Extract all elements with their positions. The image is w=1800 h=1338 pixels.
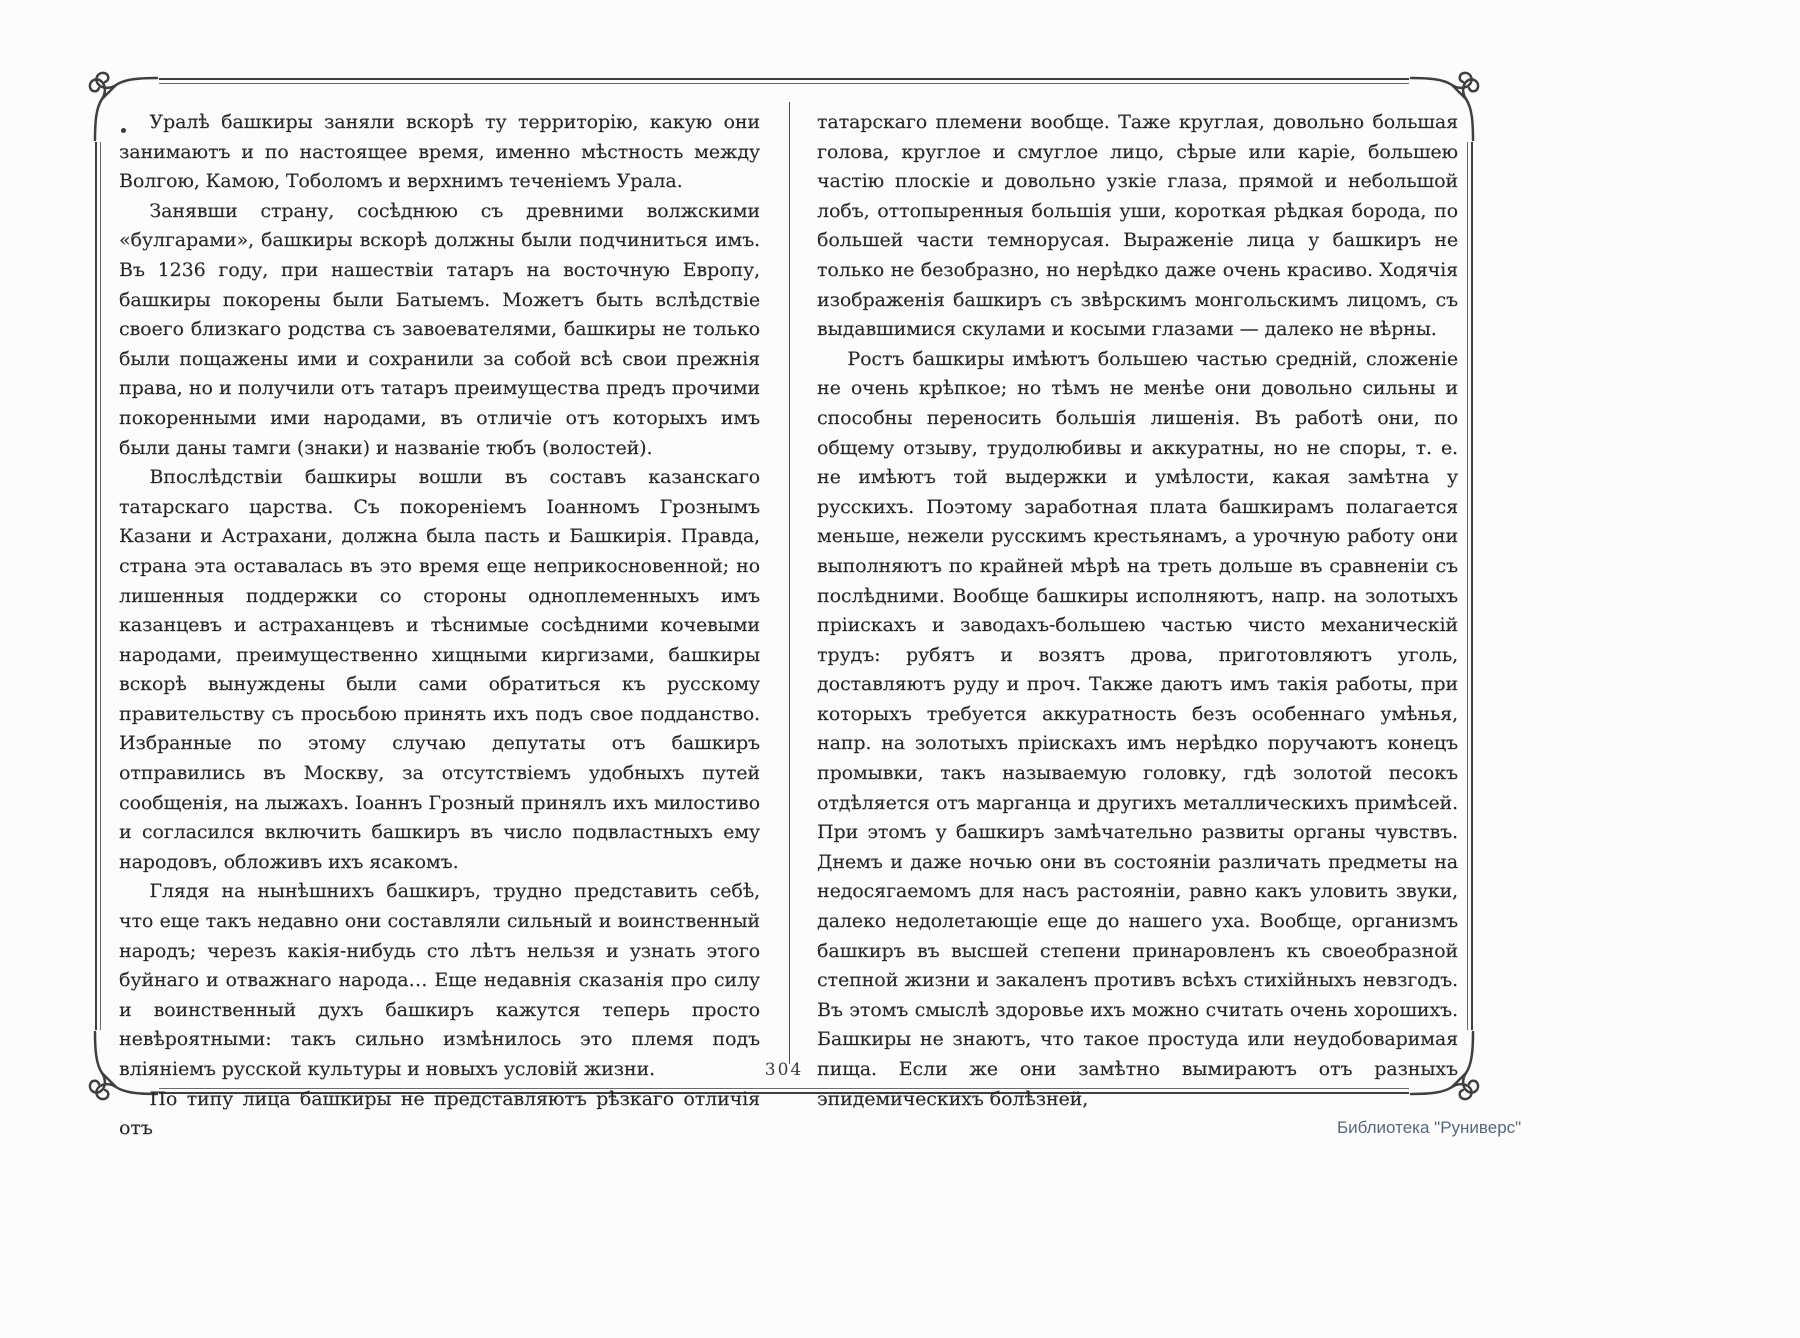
paragraph: Занявши страну, сосѣднюю съ древними волжскими «булгарами», башкиры вскорѣ должны были подчиниться имъ. Въ 1236 году, при нашествіи татаръ на восточную Европу, башкиры покорены были Батыемъ. Можетъ быть вслѣдствіе своего близкаго родства съ завоевателями, башкиры не только были пощажены ими и сохранили за собой всѣ свои прежнія права, но и получили отъ татаръ преимущества предъ прочими покоренными ими народами, въ отличіе отъ которыхъ имъ были даны тамги (знаки) и названіе тюбъ (волостей). [119,199,760,459]
paragraph: По типу лица башкиры не представляютъ рѣзкаго отличія отъ [119,1087,760,1140]
left-column [119,108,760,1144]
watermark: Библиотека "Руниверс" [1337,1118,1522,1137]
paragraph: Глядя на нынѣшнихъ башкиръ, трудно представить себѣ, что еще такъ недавно они составляли сильный и воинственный народъ; черезъ какія-нибудь сто лѣтъ нельзя и узнать этого буйнаго и отважнаго народа… Еще недавнія сказанія про силу и воинственный духъ башкиръ кажутся теперь просто невѣроятными: такъ сильно измѣнилось это племя подъ вліяніемъ русской культуры и новыхъ условій жизни. [119,880,760,1080]
column-divider [789,102,790,1064]
paragraph: Впослѣдствіи башкиры вошли въ составъ казанскаго татарскаго царства. Съ покореніемъ Іоанномъ Грознымъ Казани и Астрахани, должна была пасть и Башкирія. Правда, страна эта оставалась въ это время еще неприкосновенной; но лишенныя поддержки со стороны одноплеменныхъ имъ казанцевъ и астраханцевъ и тѣснимые сосѣдними кочевыми народами, преимущественно хищными киргизами, башкиры вскорѣ вынуждены были сами обратиться къ русскому правительству съ просьбою принять ихъ подъ свое подданство. Избранные по этому случаю депутаты отъ башкиръ отправились въ Москву, за отсутствіемъ удобныхъ путей сообщенія, на лыжахъ. Іоаннъ Грозный принялъ ихъ милостиво и согласился включить башкиръ въ число подвластныхъ ему народовъ, обложивъ ихъ ясакомъ. [119,466,760,873]
paragraph: татарскаго племени вообще. Таже круглая, довольно большая голова, круглое и смуглое лицо, сѣрые или каріе, большею частію плоскіе и довольно узкіе глаза, прямой и небольшой лобъ, оттопыренныя большія уши, короткая рѣдкая борода, по большей части темнорусая. Выраженіе лица у башкиръ не только не безобразно, но нерѣдко даже очень красиво. Ходячія изображенія башкиръ съ звѣрскимъ монгольскимъ лицомъ, съ выдавшимися скулами и косыми глазами — далеко не вѣрны. [817,111,1458,341]
page-number: 304 [764,1060,804,1080]
paragraph: Ростъ башкиры имѣютъ большею частью средній, сложеніе не очень крѣпкое; но тѣмъ не менѣе они довольно сильны и способны переносить большія лишенія. Въ работѣ они, по общему отзыву, трудолюбивы и аккуратны, но не споры, т. е. не имѣютъ той выдержки и умѣлости, какая замѣтна у русскихъ. Поэтому заработная плата башкирамъ полагается меньше, нежели русскимъ крестьянамъ, а урочную работу они выполняютъ по крайней мѣрѣ на треть дольше въ сравненіи съ послѣдними. Вообще башкиры исполняютъ, напр. на золотыхъ пріискахъ и заводахъ-большею частью чисто механическій трудъ: рубятъ и возятъ дрова, приготовляютъ уголь, доставляютъ руду и проч. Также даютъ имъ такія работы, при которыхъ требуется аккуратность безъ особеннаго умѣнья, напр. на золотыхъ пріискахъ имъ нерѣдко поручаютъ конецъ промывки, такъ называемую головку, гдѣ золотой песокъ отдѣляется отъ марганца и другихъ металлическихъ примѣсей. При этомъ у башкиръ замѣчательно развиты органы чувствъ. Днемъ и даже ночью они въ состояніи различать предметы на недосягаемомъ для насъ растояніи, равно какъ уловить звуки, далеко недолетающіе еще до нашего уха. Вообще, организмъ башкиръ въ высшей степени принаровленъ къ своеобразной степной жизни и закаленъ противъ всѣхъ стихійныхъ невзгодъ. Въ этомъ смыслѣ здоровье ихъ можно считать очень хорошихъ. Башкиры не знаютъ, что такое простуда или неудобоваримая пища. Если же они замѣтно вымираютъ отъ разныхъ эпидемическихъ болѣзней, [817,347,1458,1110]
paragraph: Уралѣ башкиры заняли вскорѣ ту территорію, какую они занимаютъ и по настоящее время, именно мѣстность между Волгою, Камою, Тоболомъ и верхнимъ теченіемъ Урала. [119,111,760,193]
right-column [817,108,1458,1114]
